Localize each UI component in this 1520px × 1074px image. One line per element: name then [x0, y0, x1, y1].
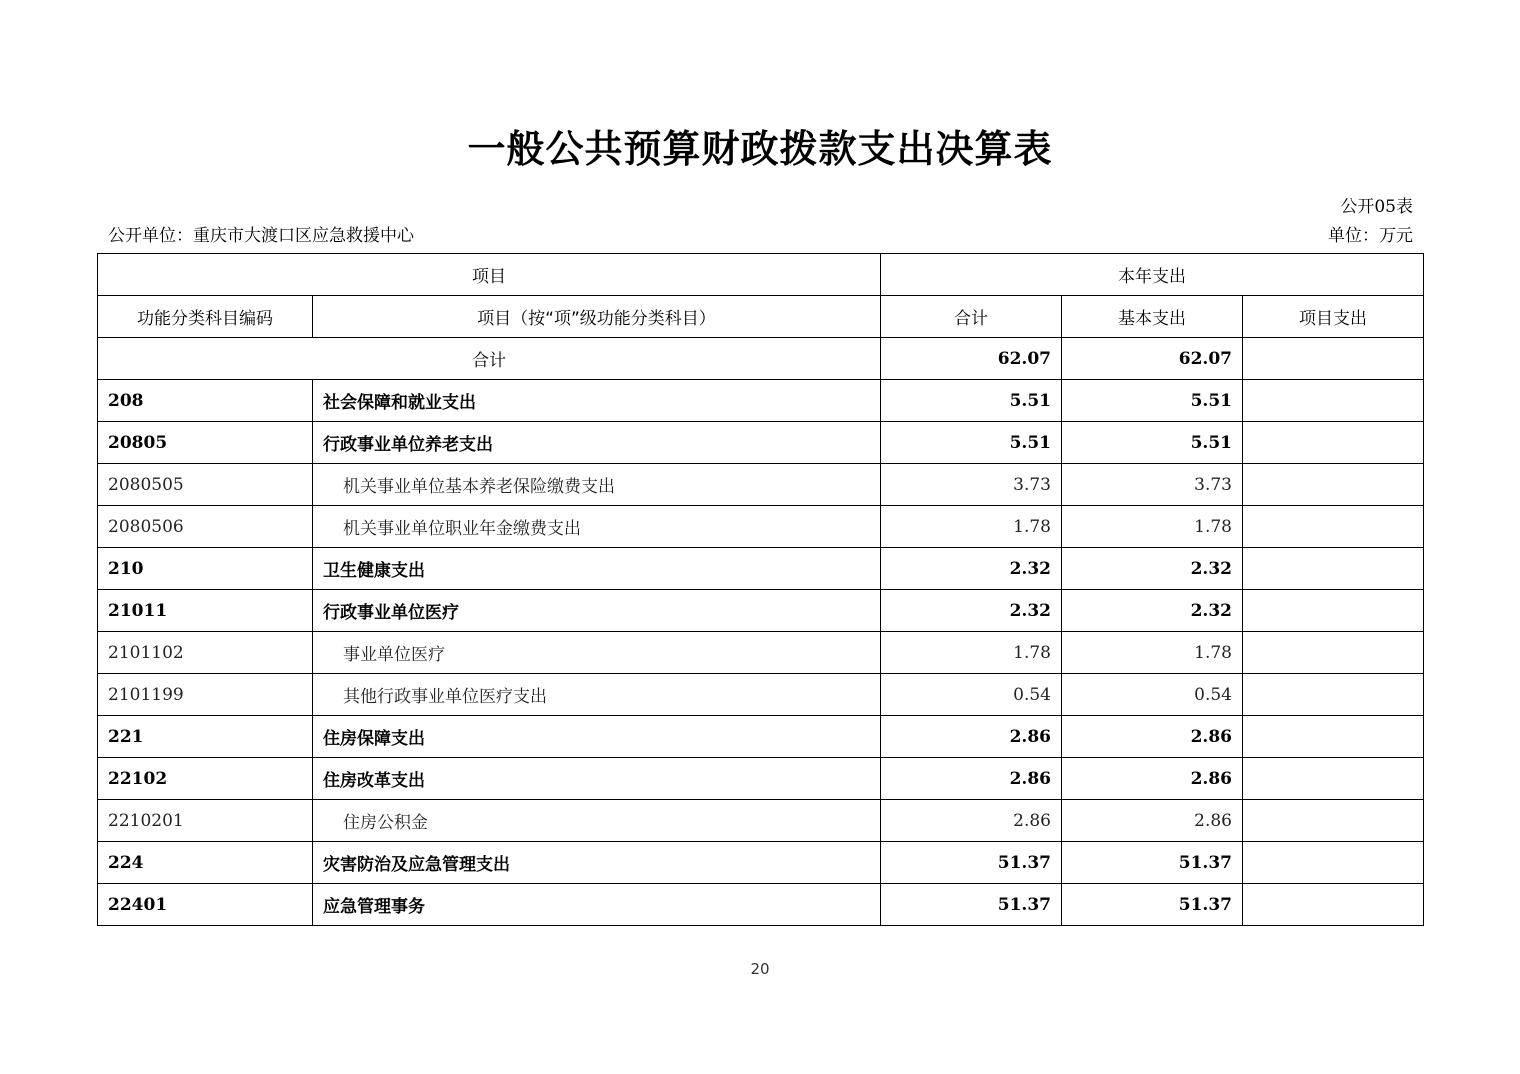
- header-code: 功能分类科目编码: [98, 296, 313, 338]
- row-name: 行政事业单位养老支出: [313, 422, 881, 464]
- row-basic: 2.86: [1062, 800, 1243, 842]
- table-row: [98, 506, 1424, 548]
- row-total: 0.54: [881, 674, 1062, 716]
- row-total: 51.37: [881, 842, 1062, 884]
- row-name: 社会保障和就业支出: [313, 380, 881, 422]
- header-basic: 基本支出: [1062, 296, 1243, 338]
- row-total: 3.73: [881, 464, 1062, 506]
- row-basic: 51.37: [1062, 842, 1243, 884]
- table-row: [98, 632, 1424, 674]
- row-project: [1243, 422, 1424, 464]
- row-project: [1243, 674, 1424, 716]
- row-name: 机关事业单位基本养老保险缴费支出: [313, 464, 881, 506]
- row-code: 2080506: [98, 506, 313, 548]
- table-row: [98, 422, 1424, 464]
- total-row: [98, 338, 1424, 380]
- header-project: 项目支出: [1243, 296, 1424, 338]
- row-total: 5.51: [881, 422, 1062, 464]
- row-basic: 1.78: [1062, 632, 1243, 674]
- table-row: [98, 758, 1424, 800]
- row-total: 2.86: [881, 800, 1062, 842]
- header-group-year: 本年支出: [881, 254, 1424, 296]
- page-title: 一般公共预算财政拨款支出决算表: [467, 127, 1053, 171]
- form-number: 公开05表: [1340, 197, 1413, 217]
- row-code: 208: [98, 380, 313, 422]
- row-name: 卫生健康支出: [313, 548, 881, 590]
- row-total: 2.32: [881, 548, 1062, 590]
- row-basic: 0.54: [1062, 674, 1243, 716]
- row-basic: 5.51: [1062, 422, 1243, 464]
- header-total: 合计: [881, 296, 1062, 338]
- reporting-unit: 公开单位：重庆市大渡口区应急救援中心: [108, 226, 414, 246]
- row-project: [1243, 716, 1424, 758]
- row-basic: 51.37: [1062, 884, 1243, 926]
- header-name: 项目（按“项”级功能分类科目）: [313, 296, 881, 338]
- row-project: [1243, 800, 1424, 842]
- row-basic: 1.78: [1062, 506, 1243, 548]
- total-amount: 62.07: [881, 338, 1062, 380]
- table-row: [98, 800, 1424, 842]
- row-total: 2.86: [881, 716, 1062, 758]
- table-row: [98, 548, 1424, 590]
- currency-unit: 单位：万元: [1328, 226, 1413, 246]
- row-project: [1243, 506, 1424, 548]
- page-number: 20: [750, 960, 770, 978]
- row-name: 住房改革支出: [313, 758, 881, 800]
- row-code: 20805: [98, 422, 313, 464]
- total-basic: 62.07: [1062, 338, 1243, 380]
- row-project: [1243, 758, 1424, 800]
- row-name: 住房保障支出: [313, 716, 881, 758]
- header-row-columns: [98, 296, 1424, 338]
- row-name: 住房公积金: [313, 800, 881, 842]
- row-code: 2210201: [98, 800, 313, 842]
- row-name: 灾害防治及应急管理支出: [313, 842, 881, 884]
- table-row: [98, 884, 1424, 926]
- table-row: [98, 590, 1424, 632]
- row-name: 应急管理事务: [313, 884, 881, 926]
- expenditure-table: [97, 253, 1424, 926]
- row-code: 210: [98, 548, 313, 590]
- row-name: 其他行政事业单位医疗支出: [313, 674, 881, 716]
- row-basic: 2.86: [1062, 716, 1243, 758]
- row-basic: 5.51: [1062, 380, 1243, 422]
- row-code: 21011: [98, 590, 313, 632]
- row-name: 机关事业单位职业年金缴费支出: [313, 506, 881, 548]
- row-code: 22401: [98, 884, 313, 926]
- row-code: 2101102: [98, 632, 313, 674]
- row-project: [1243, 590, 1424, 632]
- total-label: 合计: [98, 338, 881, 380]
- row-code: 2080505: [98, 464, 313, 506]
- row-basic: 2.86: [1062, 758, 1243, 800]
- row-total: 2.86: [881, 758, 1062, 800]
- row-project: [1243, 380, 1424, 422]
- table-row: [98, 716, 1424, 758]
- table-row: [98, 380, 1424, 422]
- total-project: [1243, 338, 1424, 380]
- row-total: 5.51: [881, 380, 1062, 422]
- row-total: 1.78: [881, 632, 1062, 674]
- row-code: 221: [98, 716, 313, 758]
- row-project: [1243, 632, 1424, 674]
- row-code: 22102: [98, 758, 313, 800]
- table-row: [98, 674, 1424, 716]
- table-row: [98, 842, 1424, 884]
- row-total: 1.78: [881, 506, 1062, 548]
- row-name: 行政事业单位医疗: [313, 590, 881, 632]
- row-project: [1243, 884, 1424, 926]
- row-basic: 2.32: [1062, 548, 1243, 590]
- row-name: 事业单位医疗: [313, 632, 881, 674]
- table-row: [98, 464, 1424, 506]
- header-row-group: [98, 254, 1424, 296]
- row-project: [1243, 548, 1424, 590]
- row-total: 2.32: [881, 590, 1062, 632]
- row-code: 224: [98, 842, 313, 884]
- row-project: [1243, 842, 1424, 884]
- row-basic: 2.32: [1062, 590, 1243, 632]
- row-project: [1243, 464, 1424, 506]
- header-group-item: 项目: [98, 254, 881, 296]
- row-total: 51.37: [881, 884, 1062, 926]
- row-code: 2101199: [98, 674, 313, 716]
- row-basic: 3.73: [1062, 464, 1243, 506]
